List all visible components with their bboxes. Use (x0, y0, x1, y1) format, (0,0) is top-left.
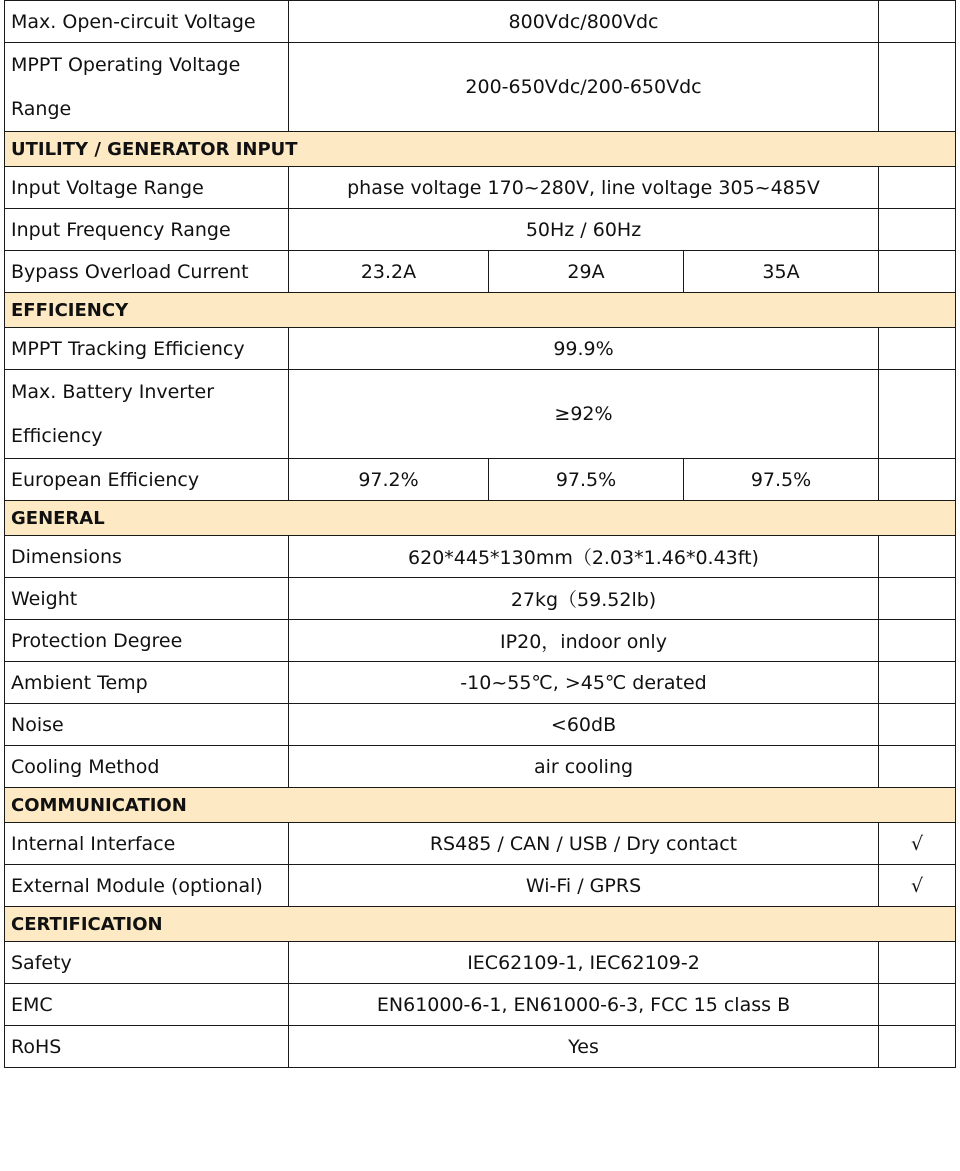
row-label-line1: Max. Battery Inverter (11, 381, 215, 403)
check-cell (879, 370, 956, 459)
section-title: COMMUNICATION (5, 788, 956, 823)
table-row (5, 251, 956, 293)
table-row (5, 536, 956, 578)
row-value: Wi-Fi / GPRS (289, 865, 879, 907)
row-label-line2: Range (11, 98, 72, 120)
row-label (5, 43, 289, 132)
table-row (5, 578, 956, 620)
row-label-line1: MPPT Operating Voltage (11, 54, 241, 76)
row-label: Internal Interface (5, 823, 289, 865)
table-row (5, 704, 956, 746)
check-cell (879, 942, 956, 984)
row-value: RS485 / CAN / USB / Dry contact (289, 823, 879, 865)
check-cell (879, 167, 956, 209)
check-cell (879, 536, 956, 578)
section-title: CERTIFICATION (5, 907, 956, 942)
row-label: Input Frequency Range (5, 209, 289, 251)
section-header-utility (5, 132, 956, 167)
section-title: UTILITY / GENERATOR INPUT (5, 132, 956, 167)
row-label: MPPT Tracking Efficiency (5, 328, 289, 370)
row-value: phase voltage 170~280V, line voltage 305~485V (289, 167, 879, 209)
check-cell (879, 1026, 956, 1068)
table-row (5, 1026, 956, 1068)
table-row (5, 167, 956, 209)
check-cell (879, 459, 956, 501)
row-label: RoHS (5, 1026, 289, 1068)
check-cell (879, 43, 956, 132)
row-value: ≥92% (289, 370, 879, 459)
section-title: EFFICIENCY (5, 293, 956, 328)
row-value: Yes (289, 1026, 879, 1068)
row-value: 50Hz / 60Hz (289, 209, 879, 251)
row-value: air cooling (289, 746, 879, 788)
section-header-certification (5, 907, 956, 942)
table-row (5, 746, 956, 788)
table-row (5, 823, 956, 865)
row-value: -10~55℃, >45℃ derated (289, 662, 879, 704)
check-cell (879, 1, 956, 43)
row-value: 97.5% (489, 459, 684, 501)
section-title: GENERAL (5, 501, 956, 536)
row-value: 27kg（59.52lb) (289, 578, 879, 620)
row-value: EN61000-6-1, EN61000-6-3, FCC 15 class B (289, 984, 879, 1026)
check-cell (879, 746, 956, 788)
row-label: Noise (5, 704, 289, 746)
check-cell (879, 578, 956, 620)
row-label: External Module (optional) (5, 865, 289, 907)
table-row (5, 459, 956, 501)
check-cell (879, 620, 956, 662)
table-row (5, 370, 956, 459)
row-label: Dimensions (5, 536, 289, 578)
row-value: 29A (489, 251, 684, 293)
table-row (5, 620, 956, 662)
spec-table (4, 0, 956, 1068)
check-cell (879, 662, 956, 704)
row-label: Max. Open-circuit Voltage (5, 1, 289, 43)
row-label: Safety (5, 942, 289, 984)
row-value: 23.2A (289, 251, 489, 293)
table-row (5, 209, 956, 251)
table-row (5, 43, 956, 132)
table-row (5, 865, 956, 907)
check-cell (879, 984, 956, 1026)
row-value: 200-650Vdc/200-650Vdc (289, 43, 879, 132)
row-value: 97.2% (289, 459, 489, 501)
row-label: Bypass Overload Current (5, 251, 289, 293)
row-value: 800Vdc/800Vdc (289, 1, 879, 43)
row-value: 97.5% (684, 459, 879, 501)
row-value: IP20，indoor only (289, 620, 879, 662)
row-value: IEC62109-1, IEC62109-2 (289, 942, 879, 984)
row-label (5, 370, 289, 459)
table-row (5, 328, 956, 370)
row-value: 35A (684, 251, 879, 293)
check-cell (879, 209, 956, 251)
row-label: Protection Degree (5, 620, 289, 662)
section-header-efficiency (5, 293, 956, 328)
section-header-general (5, 501, 956, 536)
row-value: <60dB (289, 704, 879, 746)
check-cell (879, 251, 956, 293)
row-label: European Efficiency (5, 459, 289, 501)
table-row (5, 662, 956, 704)
row-value: 620*445*130mm（2.03*1.46*0.43ft) (289, 536, 879, 578)
table-row (5, 1, 956, 43)
row-label-line2: Efficiency (11, 425, 103, 447)
section-header-communication (5, 788, 956, 823)
row-label: Cooling Method (5, 746, 289, 788)
check-cell (879, 328, 956, 370)
check-cell (879, 704, 956, 746)
row-label: Weight (5, 578, 289, 620)
row-value: 99.9% (289, 328, 879, 370)
row-label: EMC (5, 984, 289, 1026)
row-label: Input Voltage Range (5, 167, 289, 209)
check-mark: √ (879, 865, 956, 907)
row-label: Ambient Temp (5, 662, 289, 704)
table-row (5, 942, 956, 984)
check-mark: √ (879, 823, 956, 865)
table-row (5, 984, 956, 1026)
